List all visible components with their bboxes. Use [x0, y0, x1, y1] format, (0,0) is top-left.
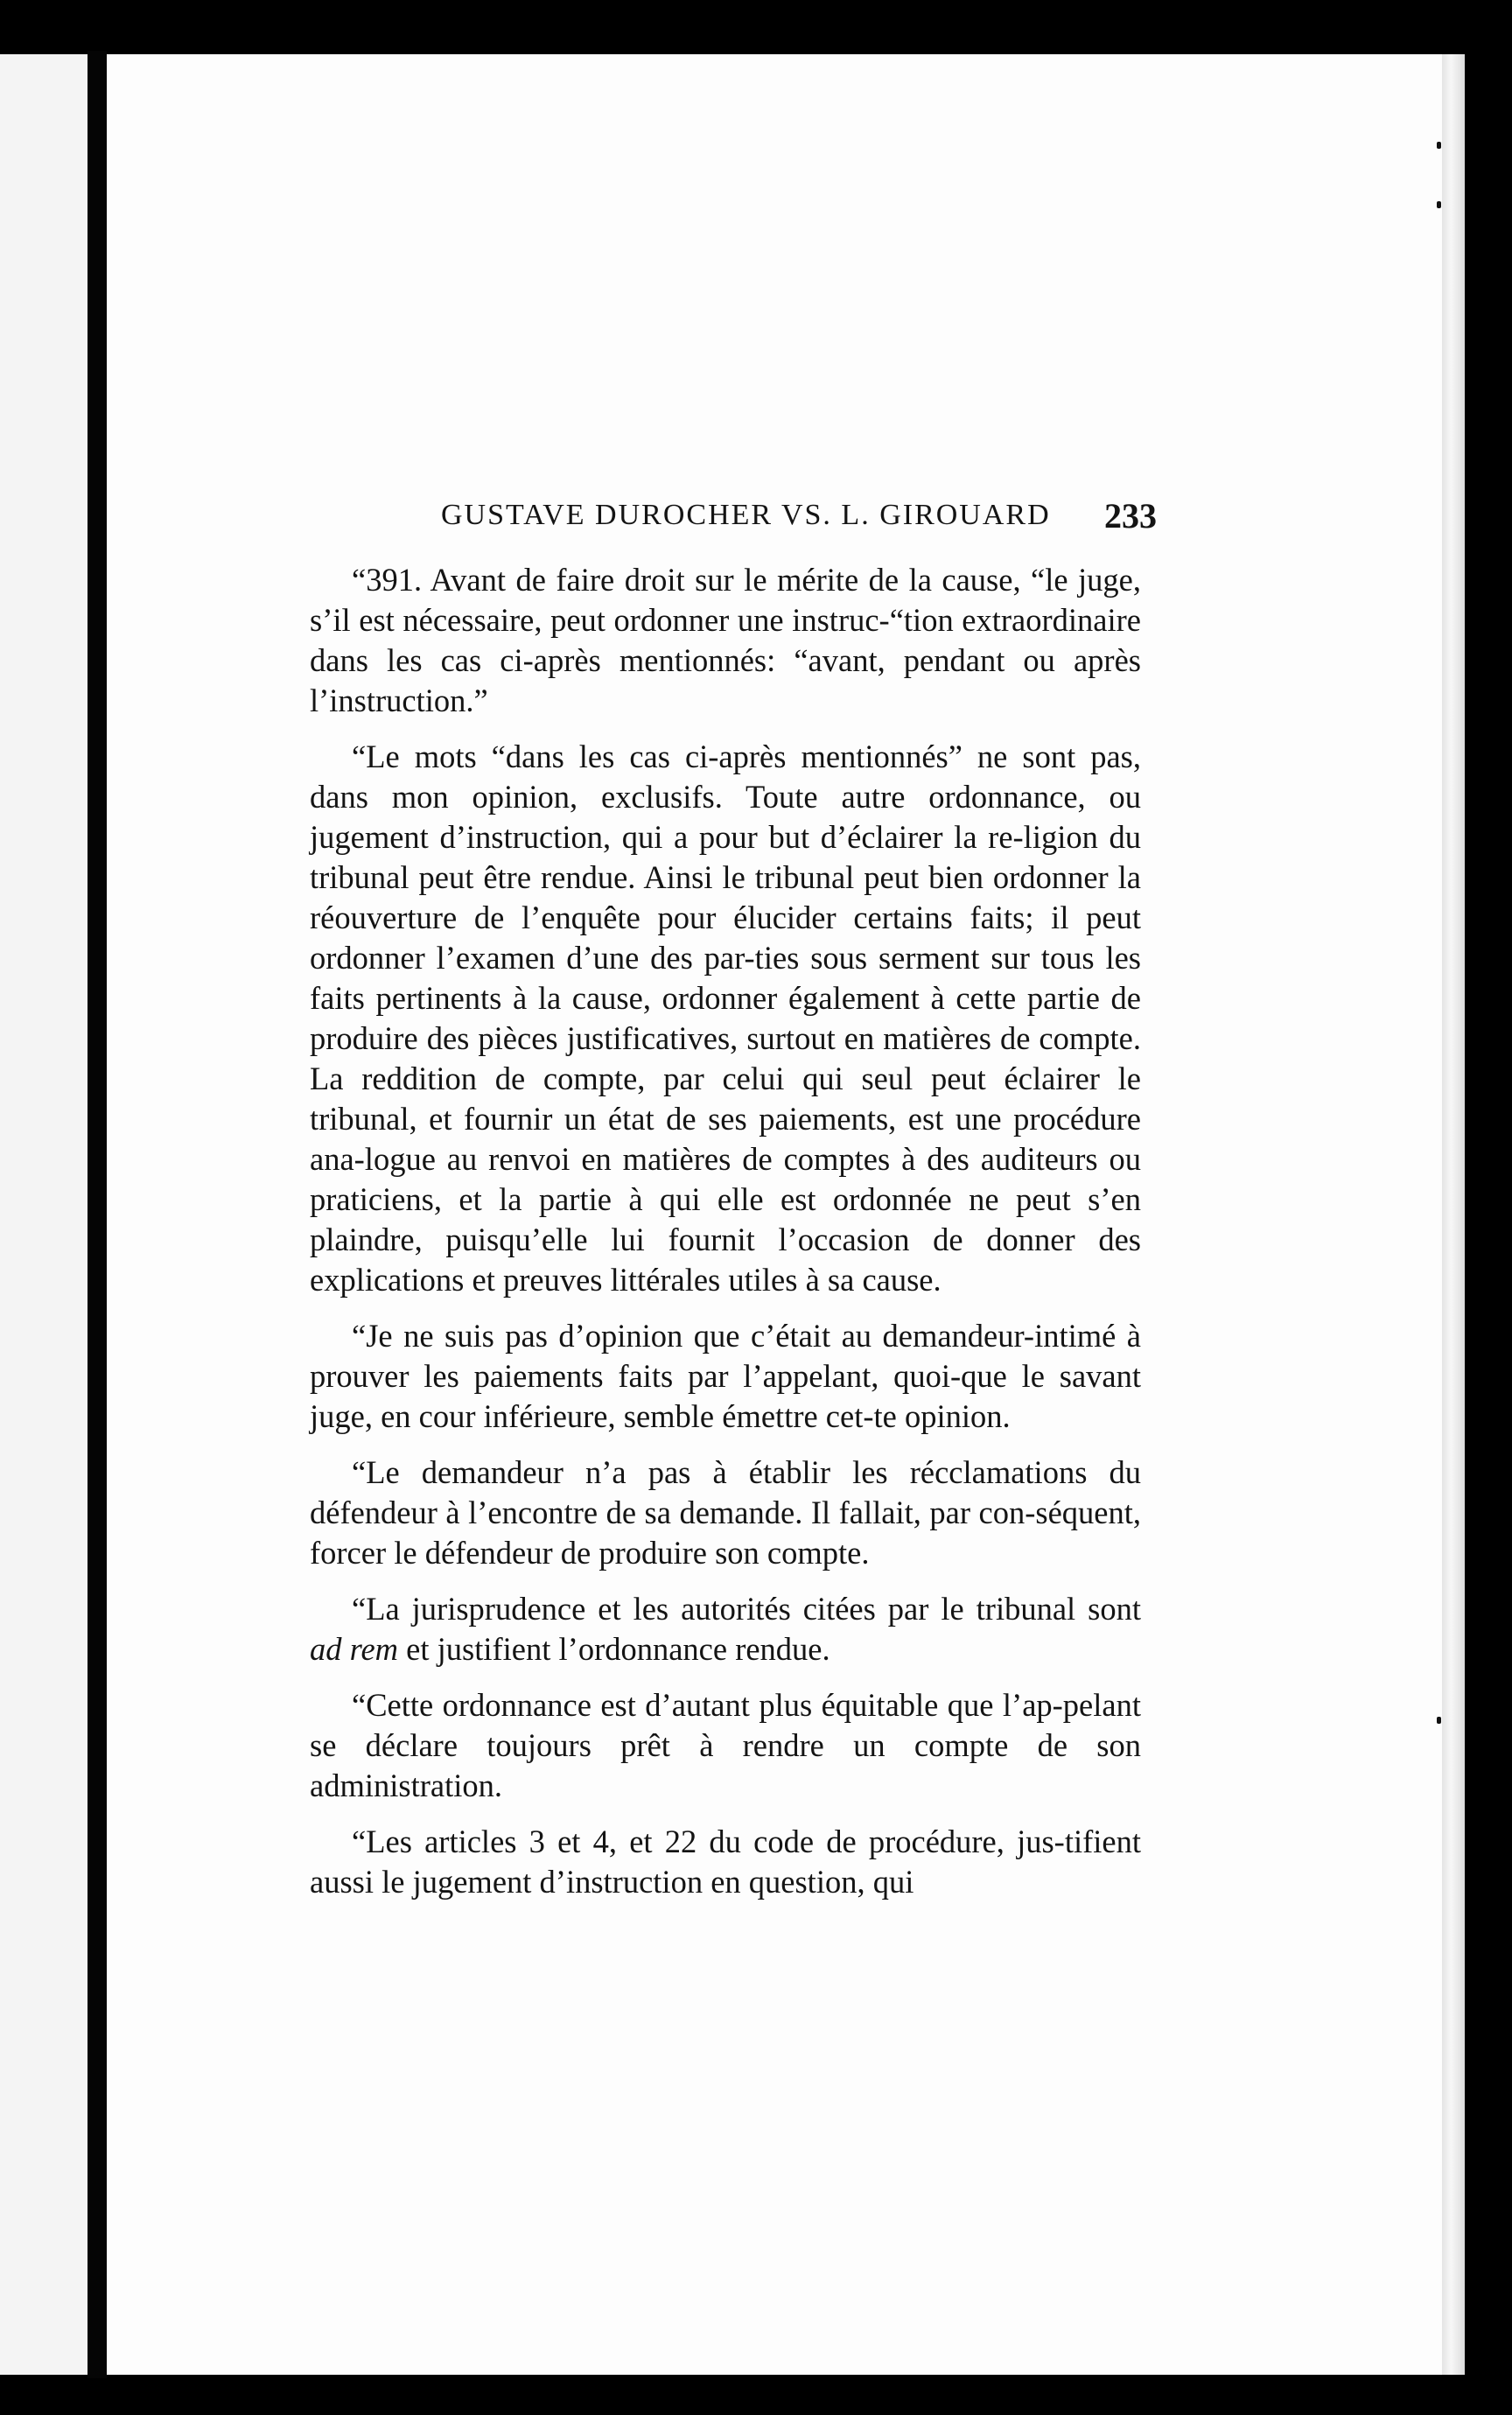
paragraph — [310, 1589, 1141, 1670]
paragraph — [310, 1822, 1141, 1902]
paragraph — [310, 1316, 1141, 1437]
body-text — [310, 560, 1141, 1902]
paragraph-text: “Je ne suis pas d’opinion que c’était au demandeur-intimé à prouver les paiements faits par l’appelant, quoi-que le savant juge, en cour inférieure, semble émettre cet-te opinion. — [310, 1318, 1141, 1434]
page-number: 233 — [1104, 496, 1157, 536]
edge-specks — [1437, 54, 1447, 2375]
paragraph — [310, 1685, 1141, 1806]
paragraph-text: “Le demandeur n’a pas à établir les récclamations du défendeur à l’encontre de sa demande. Il fallait, par con-séquent, forcer le défendeur de produire son compte. — [310, 1454, 1141, 1571]
paragraph-text: et justifient l’ordonnance rendue. — [398, 1631, 830, 1667]
previous-page-edge — [0, 54, 88, 2375]
running-head-title: GUSTAVE DUROCHER VS. L. GIROUARD — [441, 499, 1051, 531]
running-head — [310, 492, 1157, 541]
page-edge — [1442, 54, 1465, 2375]
paragraph — [310, 737, 1141, 1300]
paragraph-text: “La jurisprudence et les autorités citées par le tribunal sont — [352, 1591, 1141, 1627]
paragraph-text: “Le mots “dans les cas ci-après mentionnés” ne sont pas, dans mon opinion, exclusifs. Toute autre ordonnance, ou jugement d’instruction, qui a pour but d’éclairer la re-ligion du tribunal peut être rendue. Ainsi le tribunal peut bien ordonner la réouverture de l’enquête pour élucider certains faits; il peut ordonner l’examen d’une des par-ties sous serment sur tous les faits pertinents à la cause, ordonner également à cette partie de produire des pièces justificatives, surtout en matières de compte. La reddition de compte, par celui qui seul peut éclairer le tribunal, et fournir un état de ses paiements, est une procédure ana-logue au renvoi en matières de comptes à des auditeurs ou praticiens, et la partie à qui elle est ordonnée ne peut s’en plaindre, puisqu’elle lui fournit l’occasion de donner des explications et preuves littérales utiles à sa cause. — [310, 738, 1141, 1298]
paragraph — [310, 1452, 1141, 1573]
italic-text: ad rem — [310, 1631, 399, 1667]
page-content — [310, 492, 1157, 1918]
paragraph-text: “Les articles 3 et 4, et 22 du code de procédure, jus-tifient aussi le jugement d’instruction en question, qui — [310, 1824, 1141, 1900]
paragraph-text: “391. Avant de faire droit sur le mérite de la cause, “le juge, s’il est nécessaire, peut ordonner une instruc-“tion extraordinaire dans les cas ci-après mentionnés: “avant, pendant ou après l’instruction.” — [310, 562, 1141, 718]
paragraph-text: “Cette ordonnance est d’autant plus équitable que l’ap-pelant se déclare toujours prêt à rendre un compte de son administration. — [310, 1687, 1141, 1803]
book-page — [107, 54, 1465, 2375]
gutter-shadow — [88, 51, 107, 2378]
paragraph — [310, 560, 1141, 721]
